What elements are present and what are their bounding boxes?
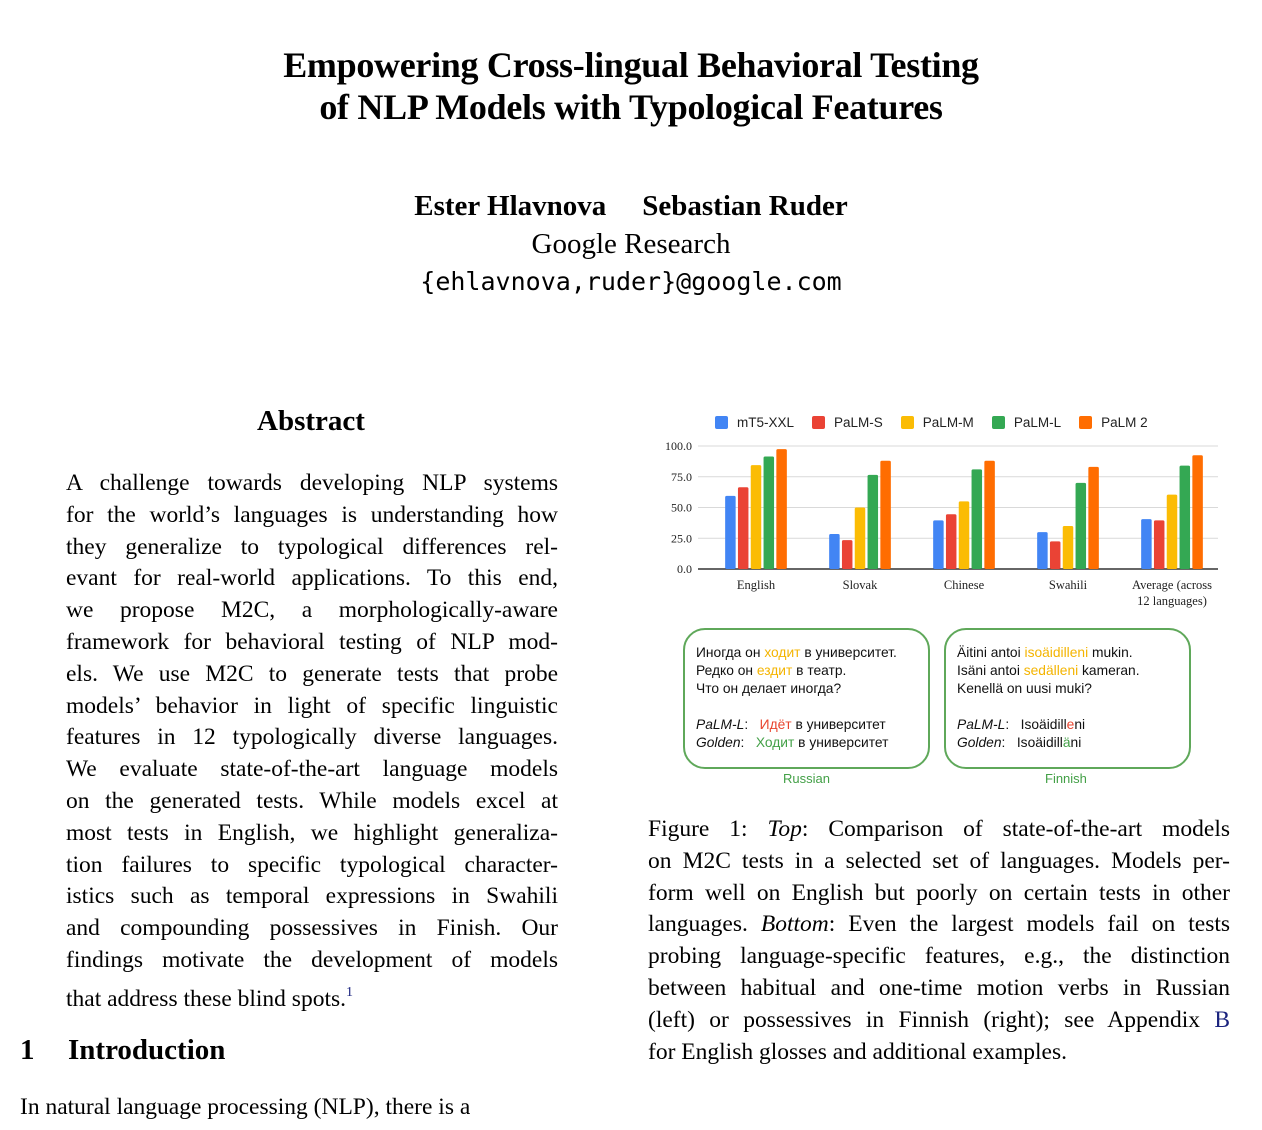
bar bbox=[880, 461, 891, 569]
svg-text:Swahili: Swahili bbox=[1048, 578, 1088, 592]
bar bbox=[776, 449, 787, 569]
russian-label: Russian bbox=[783, 771, 830, 786]
legend-swatch bbox=[992, 416, 1005, 429]
svg-text:75.0: 75.0 bbox=[671, 469, 692, 484]
legend-swatch bbox=[901, 416, 914, 429]
caption-line: (left) or possessives in Finnish (right); see Appendix B bbox=[648, 1006, 1230, 1033]
svg-text:Average (across: Average (across bbox=[1132, 578, 1212, 592]
abstract-line: We evaluate state-of-the-art language models bbox=[66, 756, 558, 783]
abstract-line: A challenge towards developing NLP systems bbox=[66, 470, 558, 496]
caption-line: Figure 1: Top: Comparison of state-of-the-art models bbox=[648, 816, 1230, 842]
abstract-line: findings motivate the development of models bbox=[66, 946, 558, 973]
intro-first-line: In natural language processing (NLP), there is a bbox=[20, 1094, 471, 1120]
caption-line: languages. Bottom: Even the largest models fail on tests bbox=[648, 911, 1231, 938]
bar bbox=[1180, 466, 1191, 569]
bar bbox=[1063, 526, 1074, 569]
bar bbox=[1076, 483, 1087, 569]
bar bbox=[842, 540, 853, 569]
caption-line: for English glosses and additional examples. bbox=[648, 1038, 1068, 1065]
russian-example-box bbox=[683, 628, 930, 769]
legend-swatch bbox=[1079, 416, 1092, 429]
appendix-link[interactable]: B bbox=[1214, 1006, 1230, 1033]
abstract-body bbox=[66, 468, 558, 1016]
section-title: Introduction bbox=[68, 1034, 226, 1066]
paper-title bbox=[0, 44, 1262, 128]
author-list bbox=[0, 188, 1262, 224]
abstract-line: on the generated tests. While models excel at bbox=[66, 787, 558, 814]
title-line-2: of NLP Models with Typological Features bbox=[319, 87, 943, 127]
abstract-line: and compounding possessives in Finish. Our bbox=[66, 915, 558, 942]
finnish-example-box bbox=[944, 628, 1191, 769]
bar bbox=[738, 487, 749, 569]
ru-golden-answer: Golden: Ходит в университет bbox=[696, 735, 889, 750]
ru-line-2: Редко он ездит в театр. bbox=[696, 663, 847, 678]
affiliation: Google Research bbox=[531, 228, 731, 260]
author-1: Ester Hlavnova bbox=[414, 190, 607, 222]
finnish-label: Finnish bbox=[1045, 771, 1087, 786]
caption-line: on M2C tests in a selected set of languages. Models per- bbox=[648, 847, 1230, 874]
svg-text:Chinese: Chinese bbox=[943, 578, 985, 592]
bar bbox=[1050, 541, 1061, 569]
figure-caption bbox=[648, 814, 1230, 1068]
bar bbox=[855, 508, 866, 570]
bar bbox=[725, 496, 736, 569]
title-line-1: Empowering Cross-lingual Behavioral Testing bbox=[283, 45, 979, 85]
bar bbox=[959, 501, 970, 569]
bar bbox=[972, 469, 983, 569]
abstract-heading: Abstract bbox=[257, 405, 365, 437]
svg-text:Slovak: Slovak bbox=[842, 578, 878, 592]
bar bbox=[764, 456, 775, 569]
abstract-line: for the world’s languages is understanding how bbox=[66, 501, 558, 528]
bar bbox=[868, 475, 879, 569]
abstract-line: istics such as temporal expressions in Swahili bbox=[66, 883, 558, 910]
svg-text:25.0: 25.0 bbox=[671, 531, 692, 546]
caption-line: probing language-specific features, e.g., the distinction bbox=[648, 943, 1230, 970]
bar bbox=[829, 534, 840, 569]
section-number: 1 bbox=[20, 1034, 35, 1066]
caption-line: form well on English but poorly on certain tests in other bbox=[648, 879, 1230, 906]
caption-line: between habitual and one-time motion verbs in Russian bbox=[648, 974, 1230, 1001]
ru-line-1: Иногда он ходит в университет. bbox=[696, 645, 897, 660]
legend-item: PaLM 2 bbox=[1079, 415, 1148, 430]
svg-text:12 languages): 12 languages) bbox=[1137, 594, 1207, 608]
fi-line-1: Äitini antoi isoäidilleni mukin. bbox=[957, 645, 1133, 660]
ru-palm-answer: PaLM-L: Идёт в университет bbox=[696, 717, 886, 732]
svg-text:English: English bbox=[736, 578, 776, 592]
svg-text:50.0: 50.0 bbox=[671, 500, 692, 515]
fi-golden-answer: Golden: Isoäidilläni bbox=[957, 735, 1082, 750]
abstract-line: that address these blind spots.$^1$ bbox=[66, 984, 354, 1012]
bar bbox=[1037, 532, 1048, 569]
bar bbox=[1141, 519, 1152, 569]
svg-text:100.0: 100.0 bbox=[665, 439, 692, 453]
ru-line-3: Что он делает иногда? bbox=[696, 681, 842, 696]
legend-item: PaLM-S bbox=[812, 415, 883, 430]
bar bbox=[1154, 520, 1165, 569]
author-2: Sebastian Ruder bbox=[642, 190, 848, 222]
abstract-line: we propose M2C, a morphologically-aware bbox=[66, 597, 558, 624]
legend-swatch bbox=[812, 416, 825, 429]
abstract-line: models’ behavior in light of specific linguistic bbox=[66, 692, 558, 719]
abstract-line: features in 12 typologically diverse languages. bbox=[66, 724, 558, 751]
bar bbox=[751, 465, 762, 569]
svg-text:0.0: 0.0 bbox=[677, 562, 692, 576]
chart-legend bbox=[715, 415, 1166, 430]
fi-palm-answer: PaLM-L: Isoäidilleni bbox=[957, 717, 1086, 732]
legend-item: PaLM-M bbox=[901, 415, 974, 430]
abstract-line: tion failures to specific typological character- bbox=[66, 851, 558, 878]
abstract-line: evant for real-world applications. To this end, bbox=[66, 565, 558, 592]
section-heading bbox=[20, 1034, 225, 1067]
bar bbox=[946, 514, 957, 569]
abstract-line: els. We use M2C to generate tests that probe bbox=[66, 660, 558, 687]
abstract-line: they generalize to typological differences rel- bbox=[66, 533, 558, 560]
bar-chart bbox=[645, 435, 1235, 620]
bar bbox=[1192, 455, 1203, 569]
legend-item: mT5-XXL bbox=[715, 415, 794, 430]
author-email: {ehlavnova,ruder}@google.com bbox=[420, 267, 842, 296]
bar bbox=[933, 520, 944, 569]
footnote-link[interactable]: 1 bbox=[346, 984, 354, 1000]
bar bbox=[1167, 495, 1178, 569]
fi-line-3: Kenellä on uusi muki? bbox=[957, 681, 1092, 696]
legend-item: PaLM-L bbox=[992, 415, 1061, 430]
abstract-line: framework for behavioral testing of NLP mod- bbox=[66, 628, 558, 655]
abstract-line: most tests in English, we highlight generaliza- bbox=[66, 819, 558, 846]
fi-line-2: Isäni antoi sedälleni kameran. bbox=[957, 663, 1140, 678]
legend-swatch bbox=[715, 416, 728, 429]
bar bbox=[1088, 467, 1099, 569]
bar bbox=[984, 461, 995, 569]
